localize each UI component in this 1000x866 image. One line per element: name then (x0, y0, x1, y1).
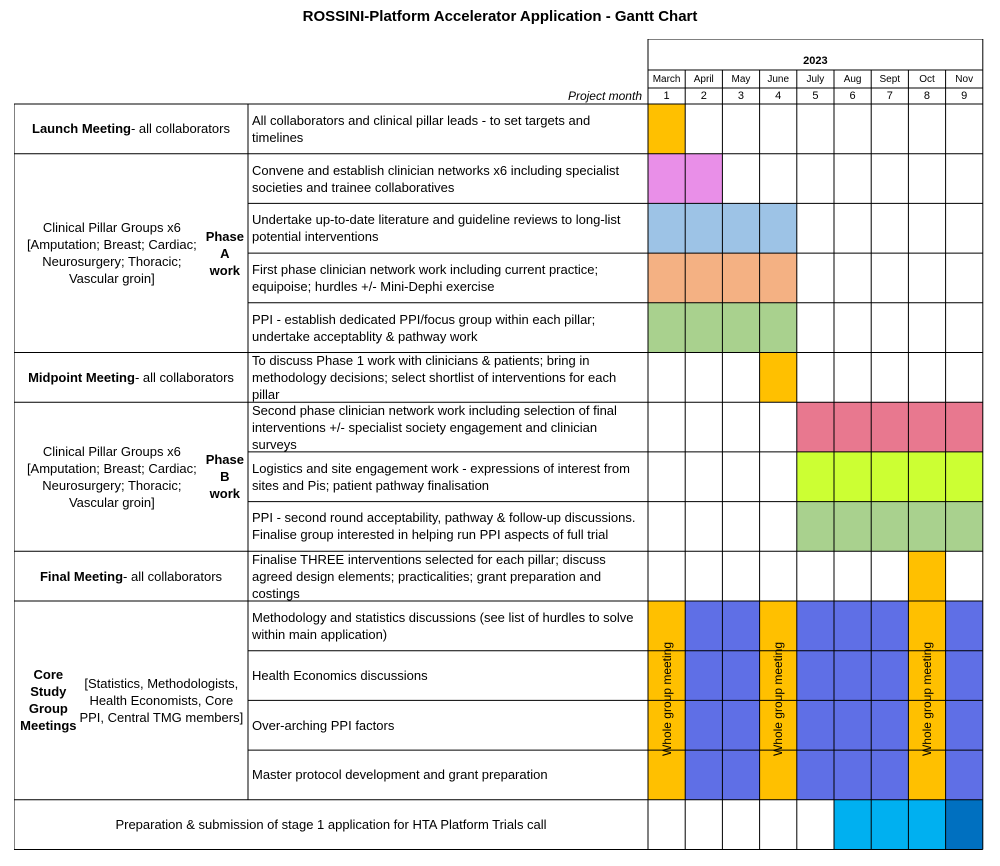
task-bar-cell (797, 700, 834, 750)
project-month-number: 1 (663, 90, 670, 102)
task-label: Health Economics discussions (252, 668, 428, 684)
task-bar-cell (908, 502, 945, 552)
project-month-number: 2 (700, 90, 707, 102)
project-month-label: Project month (567, 89, 642, 103)
phase-label (14, 353, 248, 403)
task-bar-cell (797, 502, 834, 552)
phase-description: Clinical Pillar Groups x6 [Amputation; Breast; Cardiac; Neurosurgery; Thoracic; Vascular groin] (26, 443, 197, 510)
month-label: May (731, 73, 751, 85)
task-label: Second phase clinician network work including selection of final interventions +/- specialist society engagement and clinician surveys (252, 402, 617, 452)
task-bar-cell (871, 651, 908, 701)
phase-description: - all collaborators (123, 568, 223, 584)
phase-label (14, 104, 248, 154)
task-bar-cell (648, 253, 685, 303)
project-month-number: 5 (812, 90, 819, 102)
task-bar-cell (946, 402, 983, 452)
task-bar-cell (685, 601, 722, 651)
task-bar-cell (834, 700, 871, 750)
phase-label (14, 601, 248, 800)
phase-description: Clinical Pillar Groups x6 [Amputation; Breast; Cardiac; Neurosurgery; Thoracic; Vascular groin] (26, 220, 197, 287)
task-bar-cell (797, 601, 834, 651)
task-label: Finalise THREE interventions selected for each pillar; discuss agreed design elements; practicalities; grant preparation and costings (252, 551, 606, 601)
task-bar-cell (797, 750, 834, 800)
task-bar-cell (871, 502, 908, 552)
task-bar-cell (648, 104, 685, 154)
task-bar-cell (722, 750, 759, 800)
task-bar-cell (722, 253, 759, 303)
phase-label (14, 154, 248, 353)
task-bar-cell (722, 700, 759, 750)
task-bar-cell (871, 601, 908, 651)
final-row-cell (946, 800, 983, 850)
phase-description: - all collaborators (130, 121, 230, 137)
task-bar-cell (760, 303, 797, 353)
task-label: PPI - establish dedicated PPI/focus group within each pillar; undertake acceptablity & pathway work (252, 311, 596, 344)
project-month-number: 9 (961, 90, 968, 102)
task-bar-cell (871, 402, 908, 452)
final-row-cell (871, 800, 908, 850)
task-bar-cell (908, 551, 945, 601)
phase-title: Phase B work (205, 452, 244, 502)
task-bar-cell (685, 303, 722, 353)
gantt-chart (14, 39, 987, 852)
task-bar-cell (834, 502, 871, 552)
month-label: Aug (843, 73, 862, 85)
project-month-number: 8 (923, 90, 931, 102)
phase-title: Phase A work (205, 228, 244, 278)
task-bar-cell (648, 303, 685, 353)
task-bar-cell (834, 601, 871, 651)
month-label: Sept (879, 73, 901, 85)
project-month-number: 7 (886, 90, 893, 102)
phase-title: Midpoint Meeting (28, 369, 135, 385)
phase-title: Final Meeting (39, 568, 124, 584)
final-row-cell (834, 800, 871, 850)
task-bar-cell (946, 750, 983, 800)
task-bar-cell (946, 452, 983, 502)
task-label: Undertake up-to-date literature and guideline reviews to long-list potential interventions (252, 212, 621, 245)
final-row-cell (908, 800, 945, 850)
task-bar-cell (871, 700, 908, 750)
task-bar-cell (685, 154, 722, 204)
task-bar-cell (760, 253, 797, 303)
task-bar-cell (722, 651, 759, 701)
project-month-number: 3 (737, 90, 745, 102)
project-month-number: 6 (849, 90, 856, 102)
task-label: Master protocol development and grant preparation (252, 767, 548, 783)
task-label: Methodology and statistics discussions (see list of hurdles to solve within main application) (252, 609, 634, 642)
whole-group-meeting-label: Whole group meeting (920, 642, 934, 757)
task-bar-cell (685, 700, 722, 750)
task-label: To discuss Phase 1 work with clinicians & patients; bring in methodology decisions; select shortlist of interventions for each pillar (252, 352, 617, 402)
task-bar-cell (946, 502, 983, 552)
task-bar-cell (908, 452, 945, 502)
task-bar-cell (722, 203, 759, 253)
task-bar-cell (685, 253, 722, 303)
month-label: July (806, 73, 825, 85)
task-bar-cell (722, 303, 759, 353)
month-label: Oct (919, 73, 935, 85)
task-bar-cell (648, 154, 685, 204)
task-bar-cell (797, 452, 834, 502)
task-bar-cell (946, 700, 983, 750)
task-bar-cell (760, 203, 797, 253)
task-bar-cell (908, 402, 945, 452)
final-row-label: Preparation & submission of stage 1 application for HTA Platform Trials call (115, 817, 547, 833)
task-label: Over-arching PPI factors (252, 717, 395, 733)
task-bar-cell (685, 750, 722, 800)
task-label: First phase clinician network work including current practice; equipoise; hurdles +/- Mini-Dephi exercise (252, 261, 599, 294)
task-bar-cell (797, 402, 834, 452)
task-bar-cell (685, 203, 722, 253)
task-bar-cell (946, 651, 983, 701)
task-bar-cell (648, 203, 685, 253)
phase-label (14, 402, 248, 551)
whole-group-meeting-label: Whole group meeting (659, 642, 674, 757)
year-label: 2023 (803, 55, 828, 67)
task-bar-cell (871, 750, 908, 800)
task-label: Convene and establish clinician networks x6 including specialist societies and trainee collaboratives (252, 162, 620, 195)
task-bar-cell (834, 402, 871, 452)
task-bar-cell (834, 750, 871, 800)
month-label: Nov (955, 73, 974, 85)
phase-title: Core Study Group Meetings (20, 667, 77, 734)
task-bar-cell (871, 452, 908, 502)
month-label: June (767, 73, 790, 85)
task-label: All collaborators and clinical pillar leads - to set targets and timelines (252, 112, 591, 145)
task-bar-cell (722, 601, 759, 651)
task-bar-cell (946, 601, 983, 651)
phase-description: [Statistics, Methodologists, Health Economists, Core PPI, Central TMG members] (79, 675, 244, 725)
month-label: April (693, 73, 714, 85)
task-label: PPI - second round acceptability, pathway & follow-up discussions. Finalise group interested in helping run PPI aspects of full trial (252, 510, 636, 543)
task-bar-cell (834, 651, 871, 701)
task-label: Logistics and site engagement work - expressions of interest from sites and Pis; patient pathway finalisation (252, 460, 630, 493)
project-month-number: 4 (775, 90, 782, 102)
phase-title: Launch Meeting (32, 121, 131, 137)
task-bar-cell (834, 452, 871, 502)
phase-label (14, 551, 248, 601)
month-label: March (652, 73, 681, 85)
task-bar-cell (685, 651, 722, 701)
task-bar-cell (760, 353, 797, 403)
task-bar-cell (797, 651, 834, 701)
phase-description: - all collaborators (134, 369, 234, 385)
whole-group-meeting-label: Whole group meeting (771, 642, 786, 757)
chart-title: ROSSINI-Platform Accelerator Application - Gantt Chart (302, 8, 698, 25)
